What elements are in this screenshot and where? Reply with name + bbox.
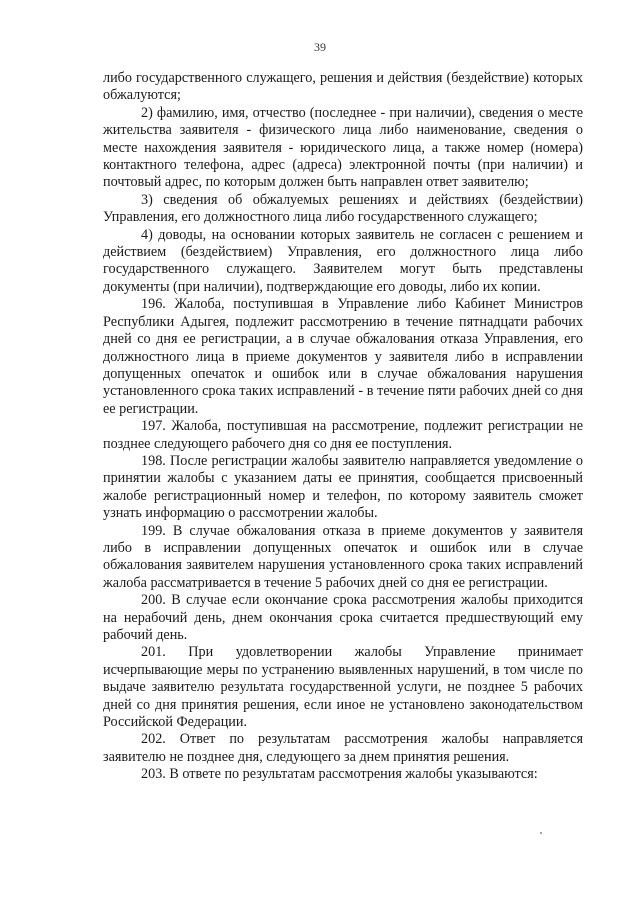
page-number: 39 [314,40,326,54]
paragraph-item-4: 4) доводы, на основании которых заявитель не согласен с решением и действием (бездействием) Управления, его должностного лица либо государственного служащего. Заявителем могут быть представлены документы (при наличии), подтверждающие его доводы, либо их копии. [103,226,583,295]
paragraph-201: 201. При удовлетворении жалобы Управление принимает исчерпывающие меры по устранению выявленных нарушений, в том числе по выдаче заявителю результата государственной услуги, не позднее 5 рабочих дней со дня принятия решения, если иное не установлено законодательством Российской Федерации. [103,644,583,731]
paragraph-200: 200. В случае если окончание срока рассмотрения жалобы приходится на нерабочий день, днем окончания срока считается предшествующий ему рабочий день. [103,592,583,643]
paragraph-202: 202. Ответ по результатам рассмотрения жалобы направляется заявителю не позднее дня, следующего за днем принятия решения. [103,731,583,765]
paragraph-199: 199. В случае обжалования отказа в приеме документов у заявителя либо в исправлении допущенных опечаток и ошибок или в случае обжалования заявителем нарушения установленного срока таких исправлений жалоба рассматривается в течение 5 рабочих дней со дня ее регистрации. [103,522,583,591]
paragraph-197: 197. Жалоба, поступившая на рассмотрение, подлежит регистрации не позднее следующего рабочего дня со дня ее поступления. [103,418,583,452]
paragraph-item-3: 3) сведения об обжалуемых решениях и действиях (бездействии) Управления, его должностного лица либо государственного служащего; [103,191,583,226]
paragraph-203: 203. В ответе по результатам рассмотрения жалобы указываются: [141,766,538,783]
paragraph-continuation: либо государственного служащего, решения и действия (бездействие) которых обжалуются; [103,70,583,104]
paragraph-196: 196. Жалоба, поступившая в Управление либо Кабинет Министров Республики Адыгея, подлежит рассмотрению в течение пятнадцати рабочих дней со дня ее регистрации, а в случае обжалования отказа Управления, его должностного лица в приеме документов у заявителя либо в исправлении допущенных опечаток и ошибок или в случае обжалования нарушения установленного срока таких исправлений - в течение пяти рабочих дней со дня ее регистрации. [103,296,583,417]
document-body [103,70,583,784]
scan-artifact-dot [540,832,542,834]
paragraph-198: 198. После регистрации жалобы заявителю направляется уведомление о принятии жалобы с указанием даты ее принятия, сообщается присвоенный жалобе регистрационный номер и телефон, по которому заявитель сможет узнать информацию о рассмотрении жалобы. [103,452,583,522]
paragraph-item-2: 2) фамилию, имя, отчество (последнее - при наличии), сведения о месте жительства заявителя - физического лица либо наименование, сведения о месте нахождения заявителя - юридического лица, а также номер (номера) контактного телефона, адрес (адреса) электронной почты (при наличии) и почтовый адрес, по которым должен быть направлен ответ заявителю; [103,104,583,191]
